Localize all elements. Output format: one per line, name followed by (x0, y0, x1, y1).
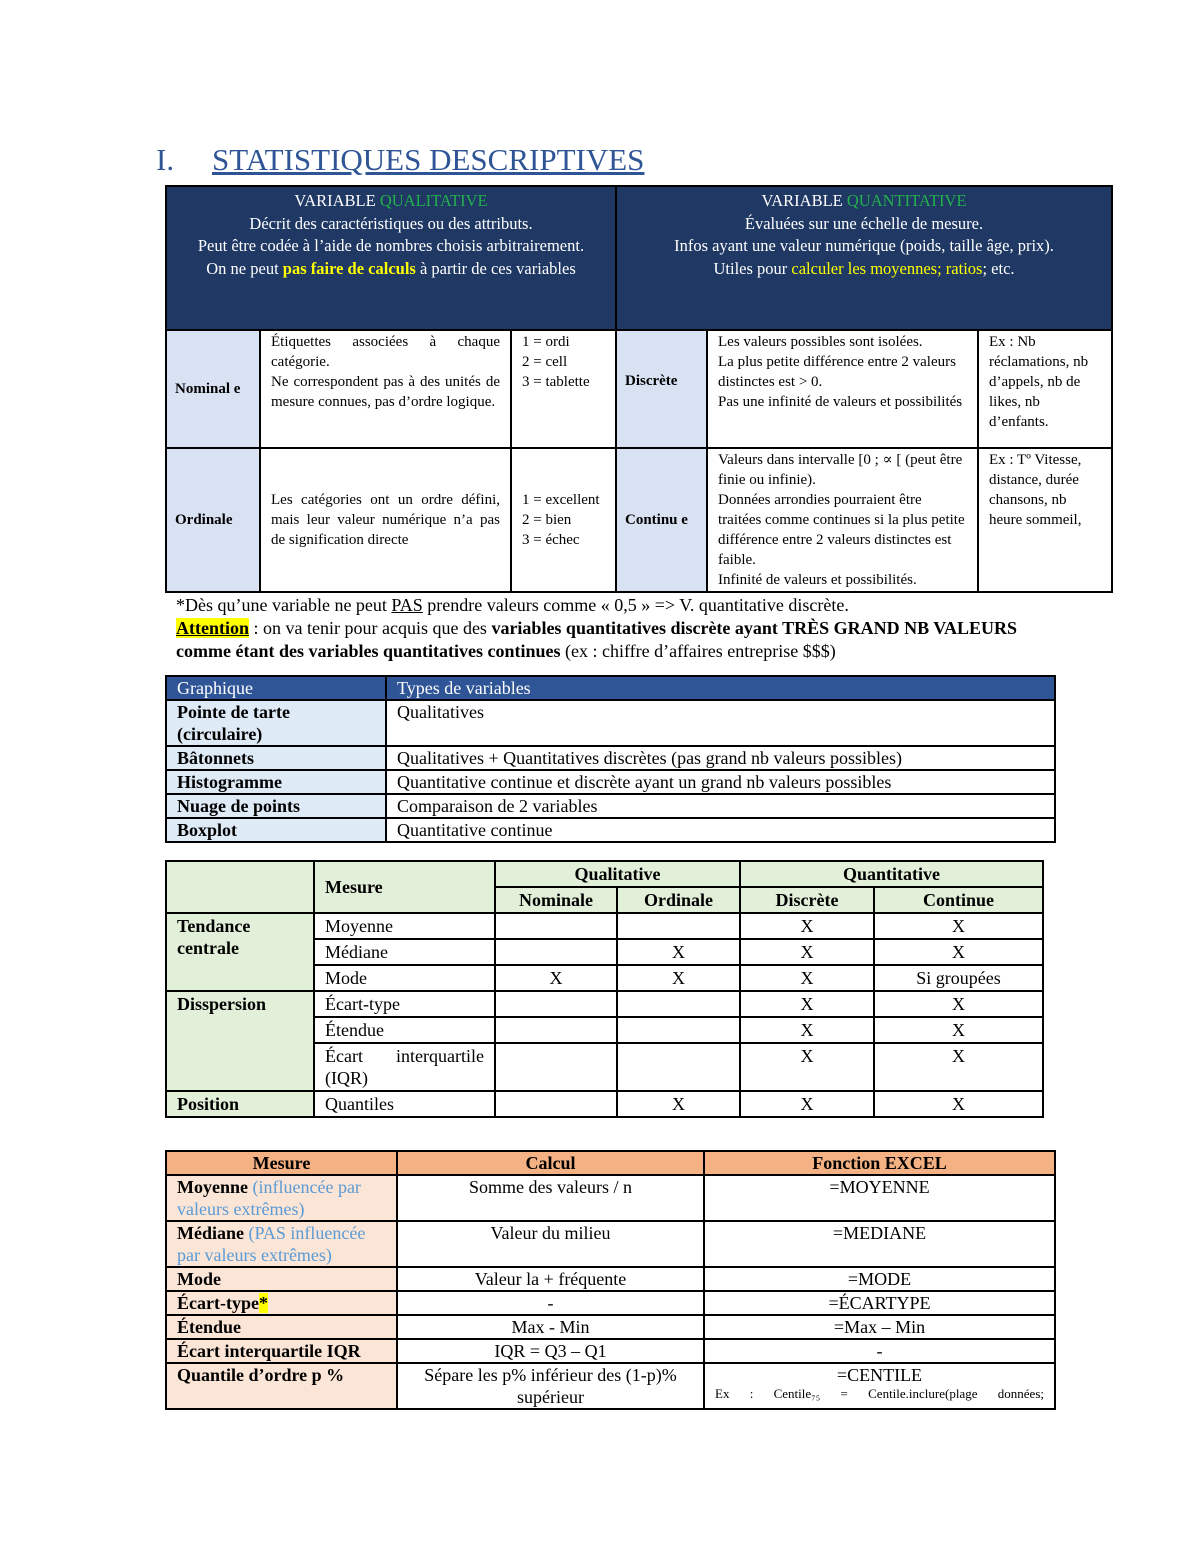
table-row: Pointe de tarte (circulaire) Qualitatives (166, 700, 1055, 746)
group-dispersion: Disspersion (166, 991, 314, 1091)
qualitative-header: VARIABLE QUALITATIVE Décrit des caractéristiques ou des attributs. Peut être codée à l’aide de nombres choisis arbitrairement. On ne peut pas faire de calculs à partir de ces variables (166, 186, 616, 330)
table-row: Quantile d’ordre p % Sépare les p% inférieur des (1-p)% supérieur =CENTILE Ex : Centile₇₅ = Centile.inclure(plage données; (166, 1363, 1055, 1409)
table-row: Mode Valeur la + fréquente =MODE (166, 1267, 1055, 1291)
measures-header-quantitative: Quantitative (740, 861, 1043, 887)
table-row: Écart interquartile IQR IQR = Q3 – Q1 - (166, 1339, 1055, 1363)
ordinal-label: Ordinale (166, 448, 260, 592)
table-row: Nuage de points Comparaison de 2 variables (166, 794, 1055, 818)
notes (176, 594, 1046, 663)
continuous-label: Continu e (616, 448, 707, 592)
table-row: Étendue Max - Min =Max – Min (166, 1315, 1055, 1339)
table-row: Tendance centrale Moyenne X X (166, 913, 1043, 939)
continuous-description: Valeurs dans intervalle [0 ; ∝ [ (peut être finie ou infinie). Données arrondies pourraient être traitées comme continues si la plus petite différence entre 2 valeurs distinctes est faible. Infinité de valeurs et possibilités. (707, 448, 978, 592)
measures-table: Mesure Qualitative Quantitative Nominale Ordinale Discrète Continue Tendance centrale Moyenne X X Médiane X X X Mode X X X Si groupées Disspersion Écart-type X X Étendue X X Écart interquartile (IQR) X X Position Quantiles X X X (165, 860, 1044, 1118)
ordinal-codes: 1 = excellent 2 = bien 3 = échec (511, 448, 616, 592)
note-attention: Attention : on va tenir pour acquis que des variables quantitatives discrète ayant TRÈS GRAND NB VALEURS comme étant des variables quantitatives continues (ex : chiffre d’affaires entreprise $$$) (176, 618, 1017, 661)
heading-number: I. (156, 142, 175, 177)
discrete-description: Les valeurs possibles sont isolées. La plus petite différence entre 2 valeurs distinctes est > 0. Pas une infinité de valeurs et possibilités (707, 330, 978, 448)
excel-functions-table: Mesure Calcul Fonction EXCEL Moyenne (influencée par valeurs extrêmes) Somme des valeurs / n =MOYENNE Médiane (PAS influencée par valeurs extrêmes) Valeur du milieu =MEDIANE Mode Valeur la + fréquente =MODE Écart-type* - =ÉCARTYPE Étendue Max - Min =Max – Min Écart interquartile IQR IQR = Q3 – Q1 - Quantile d’ordre p % Sépare les p% inférieur des (1-p)% supérieur =CENTILE Ex : Centile₇₅ = Centile.inclure(plage données; (165, 1150, 1056, 1410)
measures-header-qualitative: Qualitative (495, 861, 740, 887)
ordinal-description: Les catégories ont un ordre défini, mais leur valeur numérique n’a pas de signification directe (260, 448, 511, 592)
group-tendance: Tendance centrale (166, 913, 314, 991)
variable-types-table (165, 185, 1113, 593)
table-row: Bâtonnets Qualitatives + Quantitatives discrètes (pas grand nb valeurs possibles) (166, 746, 1055, 770)
section-heading (156, 142, 644, 178)
discrete-example: Ex : Nb réclamations, nb d’appels, nb de likes, nb d’enfants. (978, 330, 1112, 448)
table-row: Boxplot Quantitative continue (166, 818, 1055, 842)
nominal-codes: 1 = ordi 2 = cell 3 = tablette (511, 330, 616, 448)
group-position: Position (166, 1091, 314, 1117)
nominal-description: Étiquettes associées à chaque catégorie. Ne correspondent pas à des unités de mesure connues, pas d’ordre logique. (260, 330, 511, 448)
graphs-header-types: Types de variables (386, 676, 1055, 700)
table-row: Écart-type* - =ÉCARTYPE (166, 1291, 1055, 1315)
graphs-header-graph: Graphique (166, 676, 386, 700)
quantitative-header: VARIABLE QUANTITATIVE Évaluées sur une échelle de mesure. Infos ayant une valeur numérique (poids, taille âge, prix). Utiles pour calculer les moyennes; ratios; etc. (616, 186, 1112, 330)
measures-header-mesure: Mesure (314, 861, 495, 913)
table-row: Mode X X X Si groupées (166, 965, 1043, 991)
table-row: Disspersion Écart-type X X (166, 991, 1043, 1017)
continuous-example: Ex : Tº Vitesse, distance, durée chansons, nb heure sommeil, (978, 448, 1112, 592)
table-row: Position Quantiles X X X (166, 1091, 1043, 1117)
discrete-label: Discrète (616, 330, 707, 448)
note-discrete: *Dès qu’une variable ne peut PAS prendre valeurs comme « 0,5 » => V. quantitative discrète. (176, 595, 849, 615)
heading-title: STATISTIQUES DESCRIPTIVES (212, 142, 645, 177)
table-row: Écart interquartile (IQR) X X (166, 1043, 1043, 1091)
table-row: Médiane (PAS influencée par valeurs extrêmes) Valeur du milieu =MEDIANE (166, 1221, 1055, 1267)
table-row: Moyenne (influencée par valeurs extrêmes) Somme des valeurs / n =MOYENNE (166, 1175, 1055, 1221)
nominal-label: Nominal e (166, 330, 260, 448)
table-row: Histogramme Quantitative continue et discrète ayant un grand nb valeurs possibles (166, 770, 1055, 794)
table-row: Étendue X X (166, 1017, 1043, 1043)
table-row: Médiane X X X (166, 939, 1043, 965)
graphs-table (165, 675, 1056, 843)
